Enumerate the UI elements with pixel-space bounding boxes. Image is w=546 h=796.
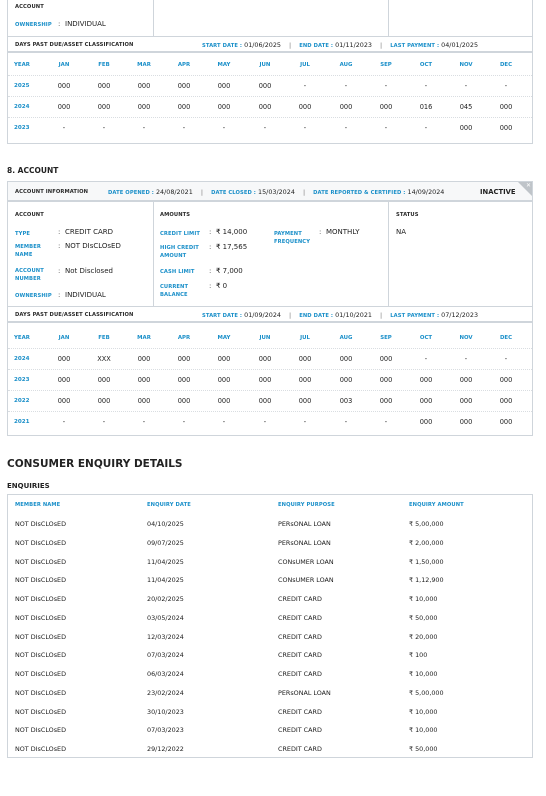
enquiry-table	[7, 494, 533, 758]
dpd-row	[8, 97, 532, 118]
month-header: JUN	[259, 335, 271, 341]
col-enquiry-purpose: ENQUIRY PURPOSE	[278, 502, 335, 508]
enquiry-date: 29/12/2022	[147, 745, 184, 753]
enquiry-purpose: CONsUMER LOAN	[278, 576, 334, 585]
dpd-cell: 000	[137, 355, 151, 363]
enquiry-member-name: NOT DIsCLOsED	[15, 688, 66, 697]
dpd-cell: 000	[97, 376, 111, 384]
dpd-cell: -	[102, 418, 106, 426]
enquiry-member-name: NOT DIsCLOsED	[15, 632, 66, 641]
enquiry-header	[8, 495, 532, 515]
dpd-row	[8, 412, 532, 433]
dpd-cell: 016	[419, 103, 433, 111]
dpd-cell: 000	[258, 103, 272, 111]
enquiry-date: 09/07/2025	[147, 538, 184, 547]
enquiry-row	[8, 515, 532, 534]
month-header: MAR	[137, 62, 151, 68]
enquiry-purpose: PERsONAL LOAN	[278, 520, 331, 528]
prev-account-card	[7, 0, 533, 144]
account-info-bar	[8, 182, 532, 202]
amounts-col-label: AMOUNTS	[160, 212, 191, 218]
date-opened: 24/08/2021	[155, 188, 193, 196]
enquiry-row	[8, 628, 532, 647]
account-8-dpd-bar	[8, 306, 532, 323]
dpd-cell: -	[504, 82, 508, 90]
ownership-value: INDIVIDUAL	[65, 291, 106, 299]
end-date: 01/10/2021	[335, 311, 372, 319]
dpd-cell: 000	[379, 355, 393, 363]
dpd-cell: -	[424, 355, 428, 363]
month-header: AUG	[339, 62, 353, 68]
dpd-cell: 000	[57, 82, 71, 90]
dpd-cell: 000	[258, 355, 272, 363]
dpd-cell: 000	[499, 418, 513, 426]
enquiry-amount: ₹ 1,12,900	[409, 576, 444, 585]
cash-limit-label: CASH LIMIT	[160, 269, 195, 275]
dpd-cell: 000	[137, 397, 151, 405]
end-date: 01/11/2023	[335, 41, 372, 49]
dpd-cell: 000	[298, 103, 312, 111]
credit-limit-value: ₹ 14,000	[216, 228, 248, 236]
account-8-heading: 8. ACCOUNT	[7, 166, 59, 175]
payment-frequency-value: MONTHLY	[326, 228, 360, 236]
dpd-cell: 000	[379, 376, 393, 384]
dpd-cell: -	[384, 82, 388, 90]
enquiry-member-name: NOT DIsCLOsED	[15, 557, 66, 566]
dpd-cell: -	[344, 418, 348, 426]
enquiry-purpose: PERsONAL LOAN	[278, 538, 331, 547]
dpd-cell: 000	[339, 103, 353, 111]
enquiry-amount: ₹ 100	[409, 651, 428, 660]
month-header: FEB	[98, 62, 110, 68]
dpd-row	[8, 349, 532, 370]
enquiry-purpose: CREDIT CARD	[278, 613, 322, 622]
enquiry-row	[8, 684, 532, 703]
dpd-cell: 000	[217, 397, 231, 405]
dpd-cell: -	[142, 124, 146, 132]
dpd-cell: 000	[459, 397, 473, 405]
enquiry-member-name: NOT DIsCLOsED	[15, 651, 66, 660]
month-header: DEC	[499, 62, 513, 68]
month-header: JAN	[58, 62, 70, 68]
dpd-cell: 000	[499, 124, 513, 132]
dpd-cell: 000	[419, 397, 433, 405]
enquiry-purpose: CREDIT CARD	[278, 707, 322, 716]
dpd-cell: -	[263, 418, 267, 426]
enquiry-member-name: NOT DIsCLOsED	[15, 613, 66, 622]
enquiry-date: 30/10/2023	[147, 707, 184, 716]
dpd-cell: 000	[97, 397, 111, 405]
start-date: 01/09/2024	[244, 311, 281, 319]
enquiry-purpose: CREDIT CARD	[278, 726, 322, 735]
status-value: NA	[396, 228, 407, 236]
year-header: YEAR	[14, 62, 30, 68]
type-value: CREDIT CARD	[65, 228, 114, 236]
prev-dpd-table	[8, 55, 532, 141]
dpd-cell: -	[504, 355, 508, 363]
enquiry-date: 06/03/2024	[147, 670, 184, 678]
dpd-cell: -	[182, 418, 186, 426]
dpd-row	[8, 76, 532, 97]
enquiry-amount: ₹ 10,000	[409, 595, 438, 603]
dpd-cell: 000	[419, 376, 433, 384]
date-reported: 14/09/2024	[407, 188, 445, 196]
dpd-cell: -	[62, 124, 66, 132]
dpd-cell: 000	[459, 124, 473, 132]
dpd-cell: 000	[258, 82, 272, 90]
enquiry-row	[8, 740, 532, 759]
dpd-cell: 000	[258, 397, 272, 405]
account-col-label: ACCOUNT	[15, 212, 44, 218]
dpd-cell: 000	[177, 82, 191, 90]
dpd-cell: -	[424, 124, 428, 132]
month-header: JUL	[300, 335, 310, 341]
enquiry-date: 11/04/2025	[147, 576, 184, 585]
dpd-header-row	[8, 55, 532, 76]
dpd-cell: -	[62, 418, 66, 426]
col-enquiry-date: ENQUIRY DATE	[147, 502, 191, 508]
enquiry-member-name: NOT DIsCLOsED	[15, 576, 66, 585]
enquiry-row	[8, 534, 532, 553]
enquiry-amount: ₹ 5,00,000	[409, 520, 444, 528]
dpd-row	[8, 391, 532, 412]
enquiry-row	[8, 665, 532, 684]
enquiry-amount: ₹ 10,000	[409, 670, 438, 678]
enquiry-amount: ₹ 50,000	[409, 613, 438, 622]
month-header: JAN	[58, 335, 70, 341]
enquiry-purpose: PERsONAL LOAN	[278, 688, 331, 697]
enquiry-member-name: NOT DIsCLOsED	[15, 520, 66, 528]
col-member-name: MEMBER NAME	[15, 502, 61, 508]
dpd-cell: 000	[217, 355, 231, 363]
enquiry-purpose: CREDIT CARD	[278, 595, 322, 603]
enquiry-amount: ₹ 2,00,000	[409, 538, 444, 547]
dpd-cell: 000	[217, 103, 231, 111]
enquiry-row	[8, 609, 532, 628]
account-info-dates: DATE OPENED : 24/08/2021 | DATE CLOSED : 15/03/2024 | DATE REPORTED & CERTIFIED : 14/09/2024	[108, 188, 445, 196]
dpd-cell: 000	[57, 355, 71, 363]
dpd-cell: 000	[379, 103, 393, 111]
dpd-cell: 000	[57, 397, 71, 405]
dpd-cell: 000	[298, 355, 312, 363]
month-header: DEC	[499, 335, 513, 341]
month-header: JUL	[300, 62, 310, 68]
close-icon[interactable]: ✕	[525, 182, 531, 189]
dpd-cell: 000	[419, 418, 433, 426]
month-header: OCT	[419, 335, 433, 341]
ownership-value: INDIVIDUAL	[65, 20, 106, 28]
month-header: MAR	[137, 335, 151, 341]
dpd-cell: 000	[177, 397, 191, 405]
dpd-cell: 000	[137, 82, 151, 90]
dpd-cell: 000	[57, 376, 71, 384]
dpd-cell: 003	[339, 397, 353, 405]
enquiry-date: 07/03/2023	[147, 726, 184, 735]
dpd-row	[8, 370, 532, 391]
dpd-cell: 000	[57, 103, 71, 111]
high-credit-value: ₹ 17,565	[216, 243, 248, 251]
dpd-label: DAYS PAST DUE/ASSET CLASSIFICATION	[15, 312, 134, 318]
enquiry-purpose: CREDIT CARD	[278, 632, 322, 641]
account-label: ACCOUNT	[15, 4, 44, 10]
dpd-cell: 000	[177, 376, 191, 384]
enquiry-member-name: NOT DIsCLOsED	[15, 670, 66, 678]
enquiry-amount: ₹ 10,000	[409, 726, 438, 735]
dpd-cell: 000	[177, 103, 191, 111]
dpd-cell: -	[464, 82, 468, 90]
month-header: OCT	[419, 62, 433, 68]
dpd-cell: 000	[258, 376, 272, 384]
enquiry-date: 07/03/2024	[147, 651, 184, 660]
enquiry-amount: ₹ 1,50,000	[409, 557, 444, 566]
enquiry-purpose: CREDIT CARD	[278, 651, 322, 660]
ownership-label: OWNERSHIP	[15, 293, 52, 299]
account-8-card	[7, 181, 533, 436]
dpd-header-row	[8, 328, 532, 349]
dpd-cell: -	[344, 82, 348, 90]
dpd-cell: 000	[459, 376, 473, 384]
dpd-cell: -	[102, 124, 106, 132]
enquiry-amount: ₹ 5,00,000	[409, 688, 444, 697]
year-cell: 2024	[14, 104, 30, 110]
current-balance-label: CURRENT BALANCE	[160, 284, 189, 298]
month-header: FEB	[98, 335, 110, 341]
dpd-cell: 000	[298, 376, 312, 384]
dpd-cell: 000	[499, 103, 513, 111]
dpd-cell: -	[384, 418, 388, 426]
dpd-cell: 000	[217, 376, 231, 384]
dpd-cell: 000	[97, 82, 111, 90]
date-closed: 15/03/2024	[258, 188, 295, 196]
month-header: AUG	[339, 335, 353, 341]
enquiry-purpose: CREDIT CARD	[278, 745, 322, 753]
payment-frequency-label: PAYMENT FREQUENCY	[274, 231, 311, 245]
month-header: NOV	[459, 335, 473, 341]
dpd-dates: START DATE : 01/09/2024 | END DATE : 01/10/2021 | LAST PAYMENT : 07/12/2023	[202, 311, 479, 319]
dpd-cell: 000	[339, 355, 353, 363]
status-badge: INACTIVE	[480, 188, 516, 196]
dpd-cell: 045	[459, 103, 473, 111]
cash-limit-value: ₹ 7,000	[216, 267, 243, 275]
month-header: APR	[177, 62, 191, 68]
enquiry-member-name: NOT DIsCLOsED	[15, 538, 66, 547]
month-header: APR	[177, 335, 191, 341]
enquiry-date: 20/02/2025	[147, 595, 184, 603]
year-cell: 2023	[14, 125, 30, 131]
enquiry-purpose: CONsUMER LOAN	[278, 557, 334, 566]
member-name-value: NOT DIsCLOsED	[65, 242, 121, 250]
enquiry-date: 12/03/2024	[147, 632, 184, 641]
dpd-cell: 000	[379, 397, 393, 405]
enquiry-amount: ₹ 10,000	[409, 707, 438, 716]
dpd-cell: -	[142, 418, 146, 426]
dpd-cell: -	[222, 418, 226, 426]
dpd-cell: -	[384, 124, 388, 132]
enquiry-date: 03/05/2024	[147, 613, 184, 622]
year-cell: 2023	[14, 377, 30, 383]
enquiry-amount: ₹ 20,000	[409, 632, 438, 641]
enquiry-row	[8, 590, 532, 609]
enquiry-row	[8, 703, 532, 722]
dpd-cell: -	[303, 124, 307, 132]
month-header: JUN	[259, 62, 271, 68]
dpd-cell: 000	[217, 82, 231, 90]
enquiry-purpose: CREDIT CARD	[278, 670, 322, 678]
member-name-label: MEMBER NAME	[15, 244, 41, 258]
dpd-label: DAYS PAST DUE/ASSET CLASSIFICATION	[15, 42, 134, 48]
enquiry-member-name: NOT DIsCLOsED	[15, 707, 66, 716]
enquiry-date: 23/02/2024	[147, 688, 184, 697]
month-header: MAY	[217, 62, 231, 68]
month-header: NOV	[459, 62, 473, 68]
dpd-cell: -	[263, 124, 267, 132]
year-cell: 2025	[14, 83, 30, 89]
enquiry-date: 04/10/2025	[147, 520, 184, 528]
enquiry-row	[8, 721, 532, 740]
year-cell: 2022	[14, 398, 30, 404]
enquiry-member-name: NOT DIsCLOsED	[15, 745, 66, 753]
enquiry-member-name: NOT DIsCLOsED	[15, 726, 66, 735]
dpd-cell: -	[424, 82, 428, 90]
enquiry-amount: ₹ 50,000	[409, 745, 438, 753]
status-col-label: STATUS	[396, 212, 419, 218]
account-details: ACCOUNT AMOUNTS STATUS NA TYPE : CREDIT CARD MEMBER NAME : NOT DIsCLOsED ACCOUNT NUMBER : Not Disclosed OWNERSHIP : INDIVIDUAL CREDIT LIMIT : ₹ 14,000 HIGH CREDIT AMOUNT : ₹ 17,565 CASH LIMIT : ₹ 7,000 CURRENT BALANCE : ₹ 0 PAYMENT FREQUENCY : MONTHLY	[8, 202, 532, 306]
dpd-cell: 000	[298, 397, 312, 405]
high-credit-label: HIGH CREDIT AMOUNT	[160, 245, 199, 259]
account-8-dpd-table	[8, 328, 532, 436]
dpd-cell: 000	[137, 376, 151, 384]
prev-account-details: ACCOUNT OWNERSHIP : INDIVIDUAL	[8, 0, 532, 36]
dpd-cell: -	[344, 124, 348, 132]
start-date: 01/06/2025	[244, 41, 281, 49]
dpd-cell: -	[303, 418, 307, 426]
dpd-dates: START DATE : 01/06/2025 | END DATE : 01/11/2023 | LAST PAYMENT : 04/01/2025	[202, 41, 479, 49]
dpd-cell: 000	[177, 355, 191, 363]
month-header: SEP	[380, 335, 392, 341]
month-header: MAY	[217, 335, 231, 341]
dpd-cell: -	[182, 124, 186, 132]
year-header: YEAR	[14, 335, 30, 341]
dpd-cell: -	[303, 82, 307, 90]
enquiry-row	[8, 553, 532, 572]
account-info-label: ACCOUNT INFORMATION	[15, 189, 89, 195]
enquiries-subheading: ENQUIRIES	[7, 482, 50, 490]
dpd-cell: -	[464, 355, 468, 363]
account-number-value: Not Disclosed	[65, 267, 113, 275]
last-payment: 04/01/2025	[441, 41, 479, 49]
month-header: SEP	[380, 62, 392, 68]
enquiry-row	[8, 571, 532, 590]
year-cell: 2024	[14, 356, 30, 362]
year-cell: 2021	[14, 419, 30, 425]
type-label: TYPE	[15, 231, 31, 237]
prev-dpd-bar	[8, 36, 532, 53]
enquiry-heading: CONSUMER ENQUIRY DETAILS	[7, 458, 183, 470]
enquiry-date: 11/04/2025	[147, 557, 184, 566]
dpd-cell: 000	[137, 103, 151, 111]
dpd-cell: 000	[499, 397, 513, 405]
current-balance-value: ₹ 0	[216, 282, 228, 290]
enquiry-row	[8, 646, 532, 665]
enquiry-member-name: NOT DIsCLOsED	[15, 595, 66, 603]
dpd-cell: -	[222, 124, 226, 132]
last-payment: 07/12/2023	[441, 311, 479, 319]
dpd-row	[8, 118, 532, 139]
account-number-label: ACCOUNT NUMBER	[15, 268, 44, 282]
dpd-cell: XXX	[97, 355, 111, 363]
dpd-cell: 000	[499, 376, 513, 384]
dpd-cell: 000	[97, 103, 111, 111]
dpd-cell: 000	[339, 376, 353, 384]
col-enquiry-amount: ENQUIRY AMOUNT	[409, 502, 464, 508]
credit-limit-label: CREDIT LIMIT	[160, 231, 200, 237]
dpd-cell: 000	[459, 418, 473, 426]
ownership-label: OWNERSHIP	[15, 22, 52, 28]
